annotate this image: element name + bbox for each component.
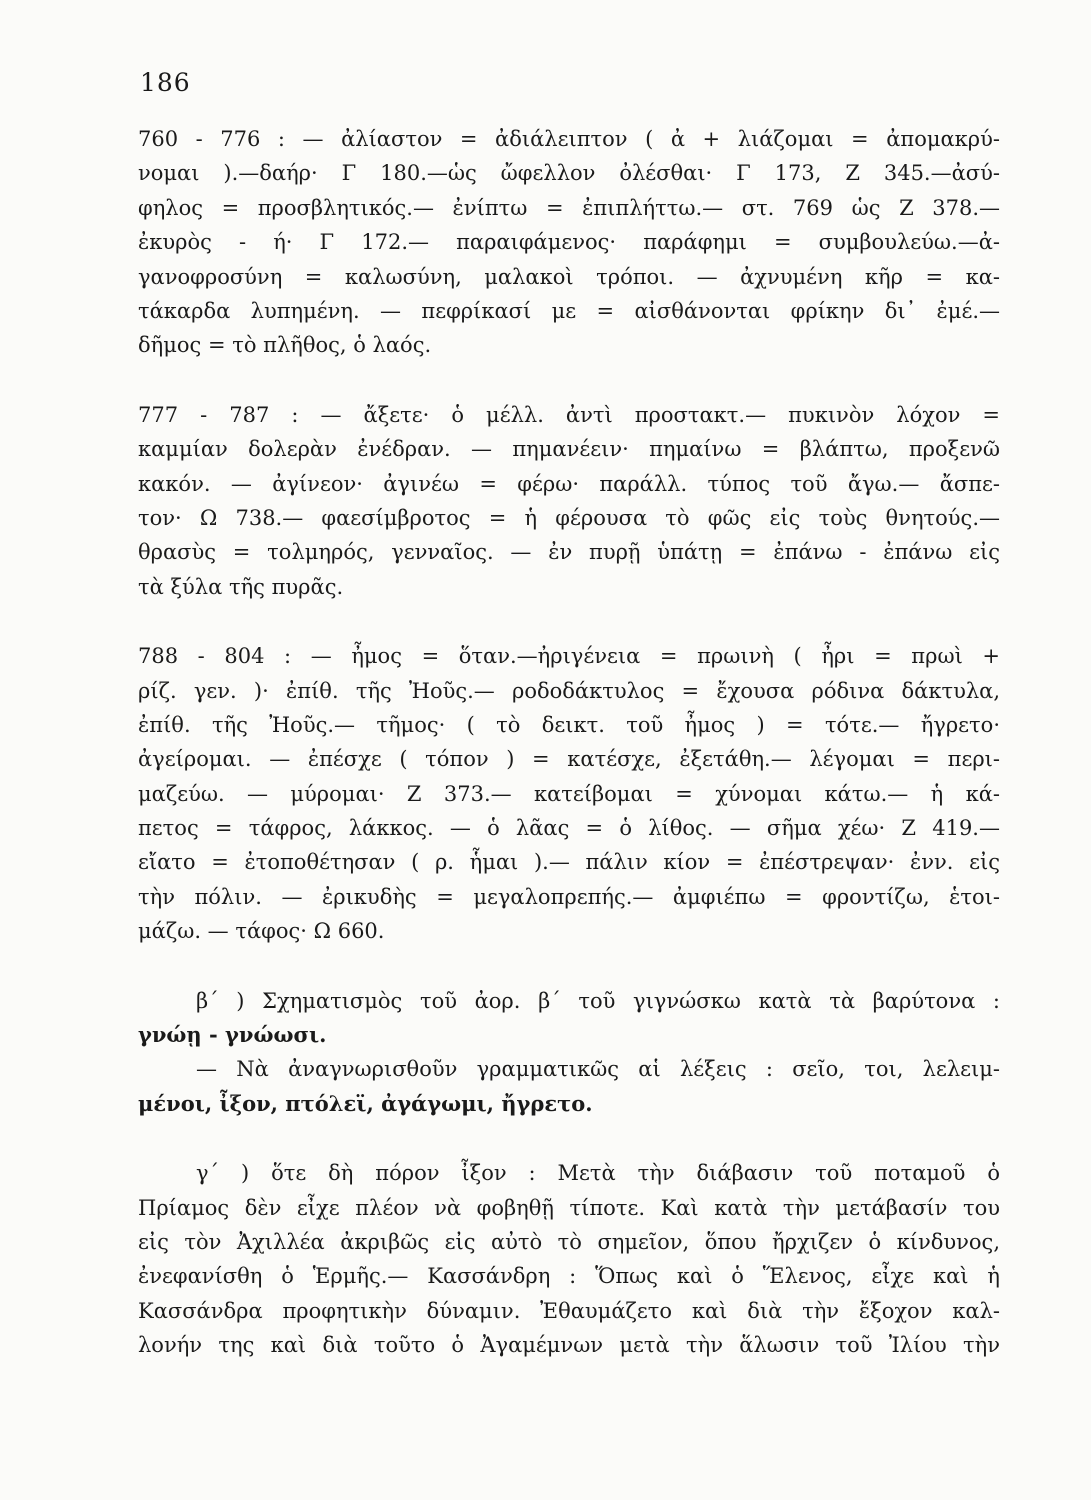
text-line: εἰς τὸν Ἀχιλλέα ἀκριβῶς εἰς αὐτὸ τὸ σημεῖον, ὅπου ἤρχιζεν ὁ κίνδυνος,	[138, 1230, 1000, 1255]
commentary-section-777-787	[138, 398, 1000, 604]
text-line: Πρίαμος δὲν εἶχε πλέον νὰ φοβηθῇ τίποτε. Καὶ κατὰ τὴν μετάβασίν του	[138, 1195, 1000, 1220]
text-line: γ΄ ) ὅτε δὴ πόρον ἶξον : Μετὰ τὴν διάβασιν τοῦ ποταμοῦ ὁ	[196, 1161, 1000, 1186]
text-line: τάκαρδα λυπημένη. — πεφρίκασί με = αἰσθάνονται φρίκην δι᾽ ἐμέ.—	[138, 298, 1000, 323]
text-line: ρίζ. γεν. )· ἐπίθ. τῆς Ἠοῦς.— ροδοδάκτυλος = ἔχουσα ρόδινα δάκτυλα,	[138, 678, 1000, 703]
commentary-section-760-776	[138, 122, 1000, 363]
text-line: γνώῃ - γνώωσι.	[138, 1022, 327, 1048]
text-line: κακόν. — ἀγίνεον· ἀγινέω = φέρω· παράλλ. τύπος τοῦ ἄγω.— ἄσπε-	[138, 471, 1000, 496]
text-line: 777 - 787 : — ἄξετε· ὁ μέλλ. ἀντὶ προστακτ.— πυκινὸν λόχον =	[138, 402, 1000, 427]
text-line: ἐνεφανίσθη ὁ Ἑρμῆς.— Κασσάνδρη : Ὅπως καὶ ὁ Ἕλενος, εἶχε καὶ ἡ	[138, 1264, 1000, 1289]
section-gap	[138, 604, 1000, 639]
text-line: πετος = τάφρος, λάκκος. — ὁ λᾶας = ὁ λίθος. — σῆμα χέω· Ζ 419.—	[138, 816, 1000, 841]
text-line: ἀγείρομαι. — ἐπέσχε ( τόπον ) = κατέσχε, ἐξετάθη.— λέγομαι = περι-	[138, 747, 1000, 772]
text-line: φηλος = προσβλητικός.— ἐνίπτω = ἐπιπλήττω.— στ. 769 ὡς Ζ 378.—	[138, 195, 1000, 220]
text-line: εἴατο = ἐτοποθέτησαν ( ρ. ἧμαι ).— πάλιν κίον = ἐπέστρεψαν· ἐνν. εἰς	[138, 850, 1000, 875]
text-line: νομαι ).—δαήρ· Γ 180.—ὡς ὤφελλον ὀλέσθαι· Γ 173, Ζ 345.—ἀσύ-	[138, 161, 1000, 186]
text-line: τὴν πόλιν. — ἐρικυδὴς = μεγαλοπρεπής.— ἀμφιέπω = φροντίζω, ἑτοι-	[138, 884, 1000, 909]
text-line: μαζεύω. — μύρομαι· Ζ 373.— κατείβομαι = χύνομαι κάτω.— ἡ κά-	[138, 781, 1000, 806]
section-gap	[138, 1121, 1000, 1156]
commentary-section-788-804	[138, 639, 1000, 949]
text-line: τον· Ω 738.— φαεσίμβροτος = ἡ φέρουσα τὸ φῶς εἰς τοὺς θνητούς.—	[138, 505, 1000, 530]
page-number: 186	[140, 68, 191, 97]
section-gap	[138, 949, 1000, 984]
text-line: τὰ ξύλα τῆς πυρᾶς.	[138, 574, 344, 599]
section-gap	[138, 363, 1000, 398]
text-line: μάζω. — τάφος· Ω 660.	[138, 919, 385, 944]
text-line: 760 - 776 : — ἀλίαστον = ἀδιάλειπτον ( ἀ + λιάζομαι = ἀπομακρύ-	[138, 127, 1000, 151]
text-line: θρασὺς = τολμηρός, γενναῖος. — ἐν πυρῇ ὑπάτῃ = ἐπάνω - ἐπάνω εἰς	[138, 540, 1000, 565]
section-beta	[138, 984, 1000, 1122]
section-gamma	[138, 1156, 1000, 1362]
text-line: Κασσάνδρα προφητικὴν δύναμιν. Ἐθαυμάζετο καὶ διὰ τὴν ἔξοχον καλ-	[138, 1298, 1000, 1323]
text-line: 788 - 804 : — ἦμος = ὅταν.—ἠριγένεια = πρωινὴ ( ἦρι = πρωὶ +	[138, 644, 1000, 669]
text-line: δῆμος = τὸ πλῆθος, ὁ λαός.	[138, 333, 432, 358]
text-line: λονήν της καὶ διὰ τοῦτο ὁ Ἀγαμέμνων μετὰ τὴν ἅλωσιν τοῦ Ἰλίου τὴν	[138, 1333, 1000, 1358]
text-line: — Νὰ ἀναγνωρισθοῦν γραμματικῶς αἱ λέξεις : σεῖο, τοι, λελειμ-	[196, 1057, 1000, 1082]
text-line: γανοφροσύνη = καλωσύνη, μαλακοὶ τρόποι. — ἀχνυμένη κῆρ = κα-	[138, 264, 1000, 289]
text-line: β΄ ) Σχηματισμὸς τοῦ ἀορ. β΄ τοῦ γιγνώσκω κατὰ τὰ βαρύτονα :	[196, 988, 1000, 1013]
text-line: καμμίαν δολερὰν ἐνέδραν. — πημανέειν· πημαίνω = βλάπτω, προξενῶ	[138, 437, 1000, 462]
text-line: ἐπίθ. τῆς Ἠοῦς.— τῆμος· ( τὸ δεικτ. τοῦ ἦμος ) = τότε.— ἤγρετο·	[138, 712, 1000, 737]
text-line: ἐκυρὸς - ή· Γ 172.— παραιφάμενος· παράφημι = συμβουλεύω.—ἀ-	[138, 230, 1000, 255]
text-line: μένοι, ἶξον, πτόλεϊ, ἀγάγωμι, ἤγρετο.	[138, 1090, 593, 1116]
page-body	[138, 122, 1000, 1363]
